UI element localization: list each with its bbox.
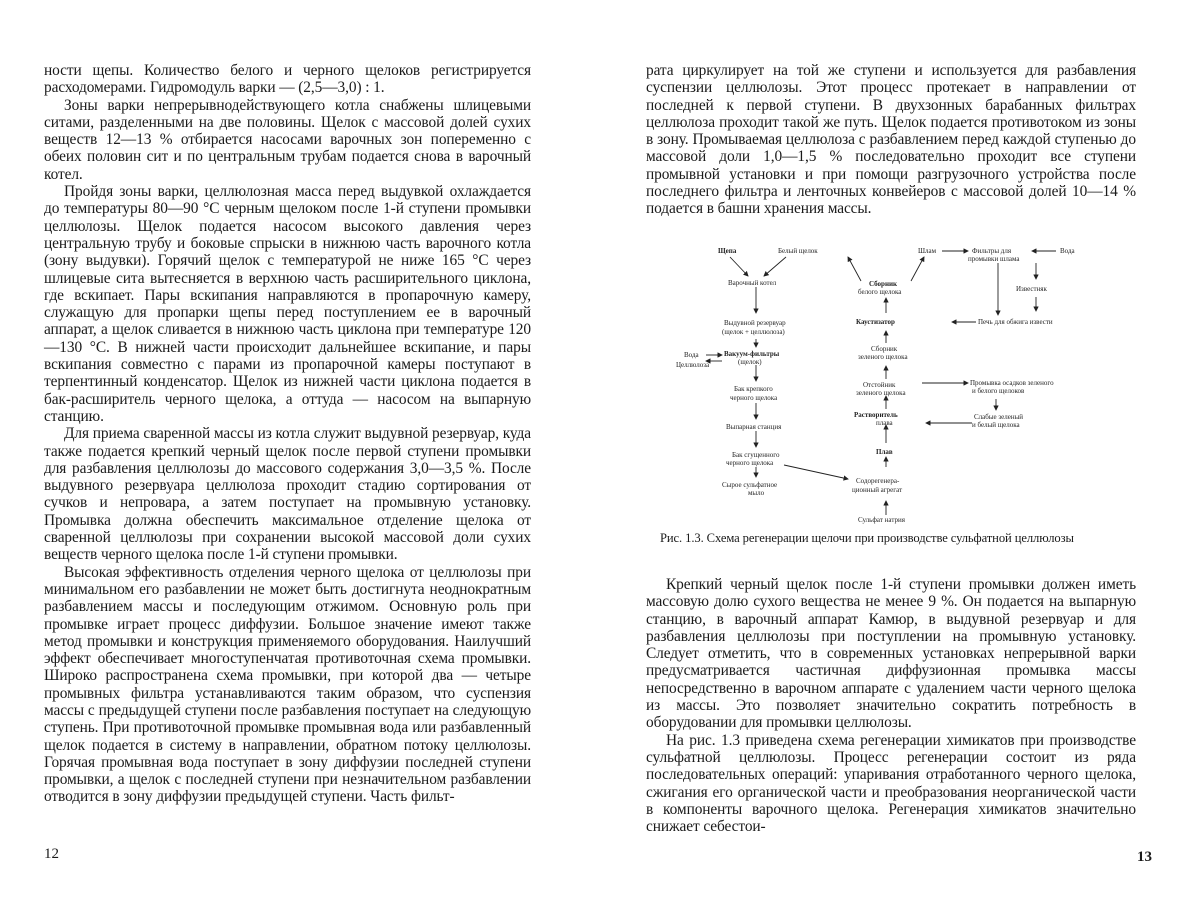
node-cooker: Варочный котел <box>728 279 777 287</box>
node-water-left: Вода <box>684 351 699 359</box>
paragraph: ности щепы. Количество белого и черного щелоков регистрируется расходомерами. Гидромодуль варки — (2,5—3,0) : 1. <box>44 62 531 97</box>
paragraph: На рис. 1.3 приведена схема регенерации химикатов при производстве сульфатной целлюлозы. Процесс регенерации состоит из ряда последовательных операций: упаривания отработанного черного щелока, сжигания его органической части и преобразования неорганической части в компоненты варочного щелока. Регенерация химикатов значительно снижает себестои- <box>646 731 1136 836</box>
figure-caption: Рис. 1.3. Схема регенерации щелочи при производстве сульфатной целлюлозы <box>660 531 1074 545</box>
node-causticizer: Каустизатор <box>856 318 895 326</box>
left-text-column <box>44 62 531 806</box>
node-dissolver-line2: плава <box>876 419 893 427</box>
node-sodium-sulfate: Сульфат натрия <box>858 516 905 524</box>
node-water-top: Вода <box>1060 247 1075 255</box>
node-weak-liquors-line2: и белый щелока <box>972 421 1020 429</box>
node-sediment-wash-line2: и белого щелоков <box>972 387 1025 395</box>
page-number-right: 13 <box>1137 849 1152 865</box>
node-recovery-boiler-line2: ционный агрегат <box>852 486 903 494</box>
node-strong-tank-line2: черного щелока <box>730 394 778 402</box>
node-pulp-left: Целлюлоза <box>676 361 710 369</box>
node-conc-tank-line2: черного щелока <box>726 459 774 467</box>
node-dissolver-line1: Растворитель <box>854 411 898 419</box>
node-smelt: Плав <box>876 448 893 456</box>
node-evaporator: Выпарная станция <box>726 423 782 431</box>
paragraph: Для приема сваренной массы из котла служит выдувной резервуар, куда также подается крепкий черный щелок после первой ступени промывки для разбавления целлюлозы до массового содержания 3,0—3,5 %. После выдувного резервуара целлюлоза проходит стадию сортирования от сучков и непровара, а затем поступает на промывную установку. Промывка должна обеспечить максимальное отделение щелока от сваренной целлюлозы при сохранении высокой массовой доли сухих веществ черного щелока после 1-й ступени промывки. <box>44 425 531 564</box>
node-recovery-boiler-line1: Содорегенера- <box>856 477 900 485</box>
paragraph: рата циркулирует на той же ступени и используется для разбавления суспензии целлюлозы. Этот процесс протекает в направлении от последней к первой ступени. В двухзонных барабанных фильтрах целлюлоза проходит такой же путь. Щелок подается противотоком из зоны в зону. Промываемая целлюлоза с разбавлением перед каждой ступенью до массовой доли 1,0—1,5 % последовательно проходит все ступени промывной установки и при помощи разгрузочного устройства после последнего фильтра и ленточных конвейеров с массовой долей 10—14 % подается в башни хранения массы. <box>646 62 1136 218</box>
node-limestone: Известняк <box>1016 285 1047 293</box>
node-white-liquor: Белый щелок <box>778 247 818 255</box>
regeneration-scheme-figure <box>676 243 1106 524</box>
node-clarifier-line1: Отстойник <box>863 381 896 389</box>
node-white-collector-line2: белого щелока <box>858 288 902 296</box>
right-text-column-bottom <box>646 576 1136 835</box>
node-blow-tank-line2: (щелок + целлюлоза) <box>722 328 785 336</box>
node-vacuum-filters-line1: Вакуум-фильтры <box>724 350 780 358</box>
node-soap-line2: мыло <box>748 489 765 497</box>
paragraph: Высокая эффективность отделения черного щелока от целлюлозы при минимальном его разбавлении не может быть достигнута неоднократным разбавлением массы и последующим отжимом. Основную роль при промывке играет процесс диффузии. Большое значение имеют также метод промывки и конструкция применяемого оборудования. Наилучший эффект обеспечивает многоступенчатая противоточная схема промывки. Широко распространена схема промывки, при которой два — четыре промывных фильтра устанавливаются таким образом, что суспензия массы с предыдущей ступени после разбавления поступает на следующую ступень. При противоточной промывке промывная вода или разбавленный щелок подается в систему в направлении, обратном потоку целлюлозы. Горячая промывная вода поступает в зону диффузии последней ступени промывки, а щелок с последней ступени при незначительном разбавлении отводится в зону диффузии предыдущей ступени. Часть фильт- <box>44 563 531 806</box>
node-lime-kiln: Печь для обжига извести <box>978 318 1053 326</box>
right-page <box>600 0 1200 916</box>
paragraph: Зоны варки непрерывнодействующего котла снабжены шлицевыми ситами, разделенными на две половины. Щелок с массовой долей сухих веществ 12—13 % отбирается насосами варочных зон попеременно с обеих половин сит и по центральным трубам подается снова в варочный котел. <box>44 96 531 183</box>
node-vacuum-filters-line2: (щелок) <box>738 358 762 366</box>
node-weak-liquors-line1: Слабые зеленый <box>974 413 1024 421</box>
right-text-column-top <box>646 62 1136 218</box>
page-number-left: 12 <box>44 846 59 862</box>
node-green-collector-line1: Сборник <box>871 345 898 353</box>
node-filters-line1: Фильтры для <box>972 247 1012 255</box>
node-chips: Щепа <box>718 247 737 255</box>
node-clarifier-line2: зеленого щелока <box>856 389 906 397</box>
node-white-collector-line1: Сборник <box>869 280 898 288</box>
paragraph: Крепкий черный щелок после 1-й ступени промывки должен иметь массовую долю сухого вещества не менее 9 %. Он подается на выпарную станцию, в варочный аппарат Камюр, в выдувной резервуар и для разбавления целлюлозы при поступлении на промывную установку. Следует отметить, что в современных установках непрерывной варки предусматривается частичная диффузионная промывка массы непосредственно в варочном аппарате с удалением части черного щелока из массы. Это позволяет значительно сократить потребность в оборудовании для промывки целлюлозы. <box>646 576 1136 732</box>
node-sediment-wash-line1: Промывка осадков зеленого <box>970 379 1054 387</box>
node-filters-line2: промывки шлама <box>968 255 1020 263</box>
node-sludge: Шлам <box>918 247 937 255</box>
regeneration-scheme-diagram <box>676 243 1106 524</box>
paragraph: Пройдя зоны варки, целлюлозная масса перед выдувкой охлаждается до температуры 80—90 °С черным щелоком после 1-й ступени промывки целлюлозы. Щелок подается насосом высокого давления через центральную трубу и боковые спрыски в нижнюю часть варочного котла (зону выдувки). Горячий щелок с температурой не ниже 165 °С через шлицевые сита вытесняется в верхнюю часть расширительного циклона, где вскипает. Пары вскипания направляются в пропарочную камеру, служащую для пропарки щепы перед поступлением ее в варочный аппарат, а щелок сливается в нижнюю часть циклона при температуре 120—130 °С. В нижней части происходит дальнейшее вскипание, и пары вскипания совместно с парами из пропарочной камеры поступают в терпентинный конденсатор. Щелок из нижней части циклона подается в бак-расширитель черного щелока, а оттуда — насосом на выпарную станцию. <box>44 183 531 425</box>
node-conc-tank-line1: Бак сгущенного <box>732 451 780 459</box>
node-strong-tank-line1: Бак крепкого <box>734 385 773 393</box>
node-green-collector-line2: зеленого щелока <box>858 353 908 361</box>
node-soap-line1: Сырое сульфатное <box>722 481 778 489</box>
node-blow-tank-line1: Выдувной резервуар <box>724 319 786 327</box>
